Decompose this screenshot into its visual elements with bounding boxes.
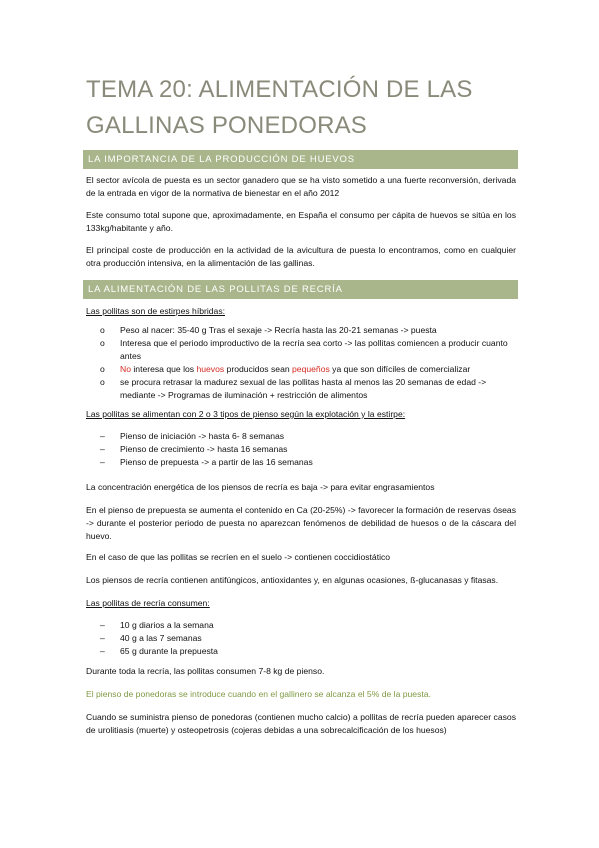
list-consumo	[100, 619, 520, 658]
list-item: – 65 g durante la prepuesta	[100, 646, 218, 656]
section-heading-importancia: LA IMPORTANCIA DE LA PRODUCCIÓN DE HUEVOS	[83, 150, 518, 169]
list-item: o No interesa que los huevos producidos sean pequeños ya que son difíciles de comercializar	[100, 364, 471, 374]
paragraph-urolitiasis: Cuando se suministra pienso de ponedoras (contienen mucho calcio) a pollitas de recría pueden aparecer casos de urolitiasis (muerte) y osteopetrosis (cojeras debidas a una sobrecalcificación de los huesos)	[86, 712, 516, 735]
list-item: o Interesa que el periodo improductivo de la recría sea corto -> las pollitas comiencen a producir cuanto antes	[100, 338, 508, 361]
paragraph-sector-avicola: El sector avícola de puesta es un sector ganadero que se ha visto sometido a una fuerte reconversión, derivada de la entrada en vigor de la normativa de bienestar en el año 2012	[86, 175, 516, 198]
paragraph-coste: El principal coste de producción en la actividad de la avicultura de puesta lo encontramos, como en cualquier otra producción intensiva, en la alimentación de las gallinas.	[86, 245, 516, 268]
paragraph-consumo: Este consumo total supone que, aproximadamente, en España el consumo per cápita de huevos se sitúa en los 133kg/habitante y año.	[86, 210, 516, 233]
list-item: – Pienso de iniciación -> hasta 6- 8 semanas	[100, 431, 285, 441]
paragraph-coccidiostatico: En el caso de que las pollitas se recríen en el suelo -> contienen coccidiostático	[86, 552, 391, 562]
paragraph-consumo-total: Durante toda la recría, las pollitas consumen 7-8 kg de pienso.	[86, 666, 325, 676]
list-item: – Pienso de prepuesta -> a partir de las 16 semanas	[100, 457, 313, 467]
paragraph-concentracion: La concentración energética de los piensos de recría es baja -> para evitar engrasamientos	[86, 482, 435, 492]
list-item: o se procura retrasar la madurez sexual de las pollitas hasta al menos las 20 semanas de edad -> mediante -> Programas de iluminación + restricción de alimentos	[100, 377, 487, 400]
page-title: TEMA 20: ALIMENTACIÓN DE LAS GALLINAS PONEDORAS	[86, 76, 473, 139]
list-estirpes	[100, 324, 520, 402]
subheading-estirpes: Las pollitas son de estirpes híbridas:	[86, 306, 226, 316]
paragraph-prepuesta-calcio: En el pienso de prepuesta se aumenta el contenido en Ca (20-25%) -> favorecer la formación de reservas óseas -> durante el posterior periodo de puesta no aparezcan fenómenos de debilidad de huesos o de la cáscara del huevo.	[86, 505, 516, 541]
list-item: – 10 g diarios a la semana	[100, 620, 214, 630]
section-heading-pollitas: LA ALIMENTACIÓN DE LAS POLLITAS DE RECRÍA	[83, 280, 518, 299]
paragraph-pienso-ponedoras: El pienso de ponedoras se introduce cuando en el gallinero se alcanza el 5% de la puesta.	[86, 689, 431, 699]
list-item: – Pienso de crecimiento -> hasta 16 semanas	[100, 444, 288, 454]
list-tipos-pienso	[100, 430, 520, 469]
list-item: o Peso al nacer: 35-40 g Tras el sexaje -> Recría hasta las 20-21 semanas -> puesta	[100, 325, 437, 335]
paragraph-antifungicos: Los piensos de recría contienen antifúngicos, antioxidantes y, en algunas ocasiones, ß-glucanasas y fitasas.	[86, 575, 499, 585]
subheading-consumo: Las pollitas de recría consumen:	[86, 598, 210, 608]
list-item: – 40 g a las 7 semanas	[100, 633, 202, 643]
subheading-tipos-pienso: Las pollitas se alimentan con 2 o 3 tipos de pienso según la explotación y la estirpe:	[86, 409, 406, 419]
